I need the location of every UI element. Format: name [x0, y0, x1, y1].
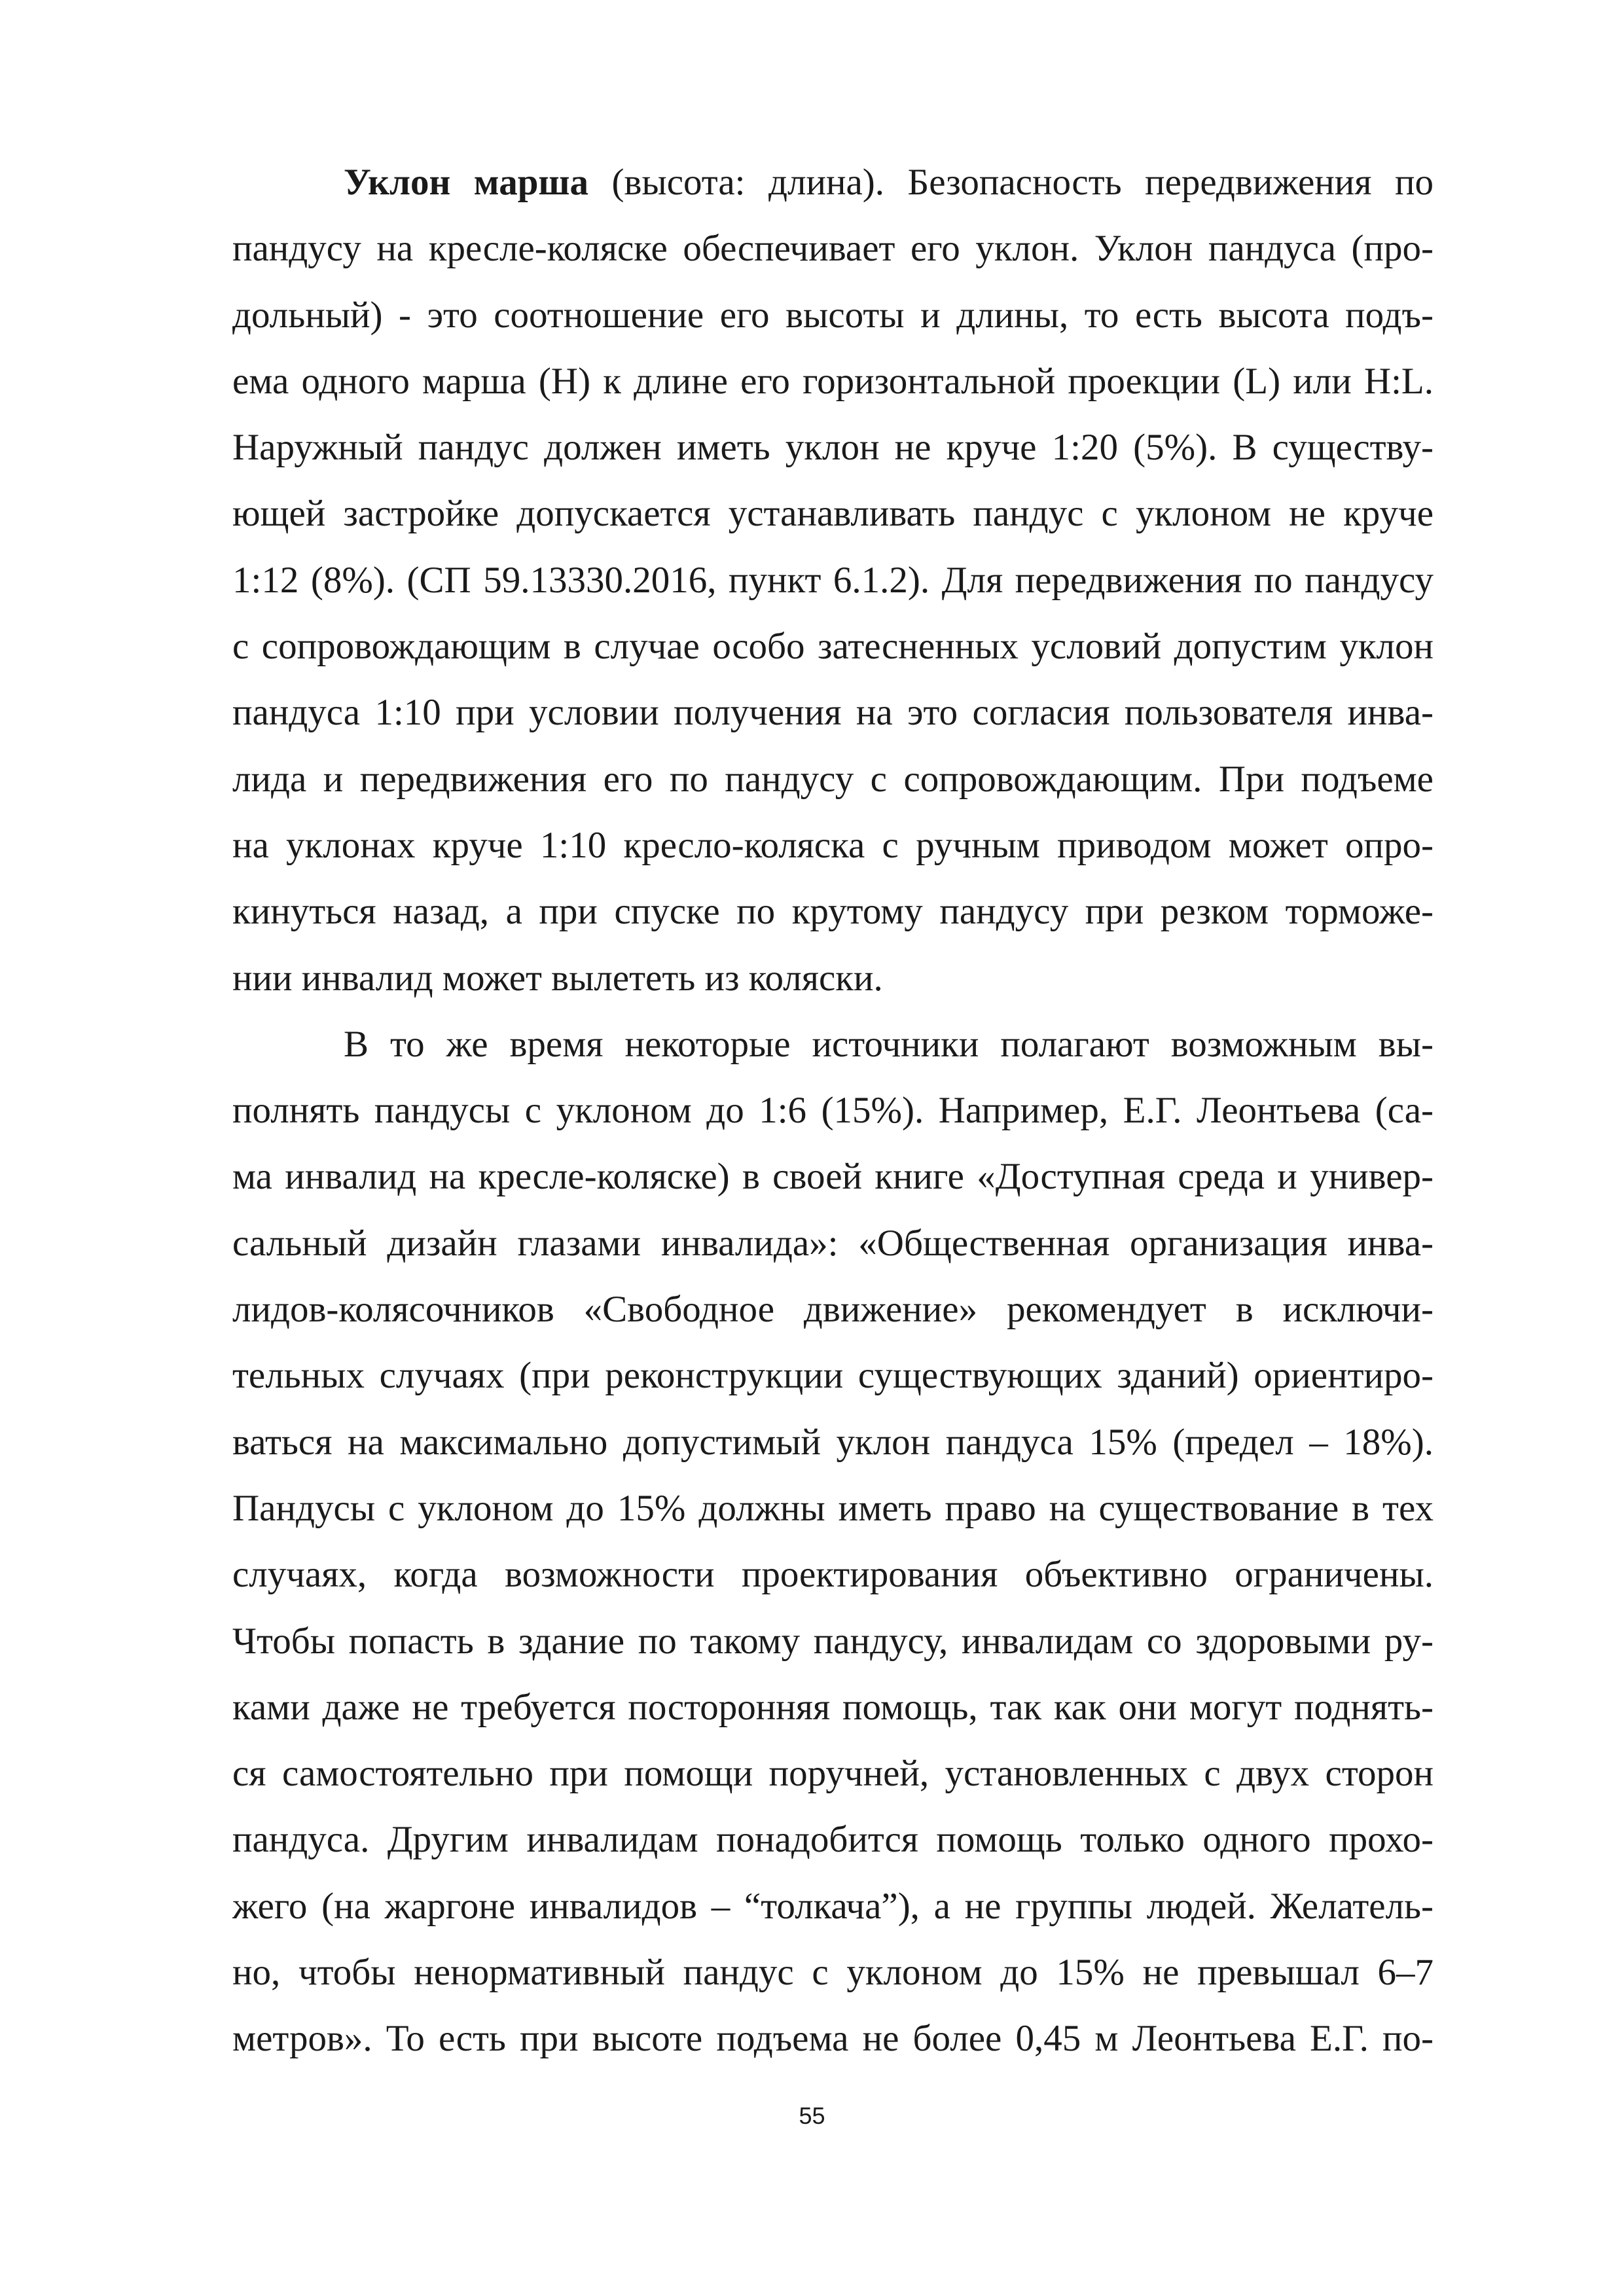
paragraph-line: 1:12 (8%). (СП 59.13330.2016, пункт 6.1.2). Для передвижения по пандусу [232, 559, 1434, 601]
paragraph-line: Пандусы с уклоном до 15% должны иметь право на существование в тех [232, 1487, 1434, 1529]
paragraph-line: пандуса 1:10 при условии получения на это согласия пользователя инва- [232, 692, 1434, 734]
paragraph-line: ваться на максимально допустимый уклон пандуса 15% (предел – 18%). [232, 1421, 1434, 1463]
paragraph-line: метров». То есть при высоте подъема не более 0,45 м Леонтьева Е.Г. по- [232, 2018, 1434, 2060]
line-text: (высота: длина). Безопасность передвижения по [588, 162, 1434, 203]
paragraph-2 [232, 1011, 1434, 2072]
paragraph-line: ся самостоятельно при помощи поручней, установленных с двух сторон [232, 1753, 1434, 1795]
paragraph-line: ема одного марша (H) к длине его горизонтальной проекции (L) или H:L. [232, 360, 1434, 402]
paragraph-line: Чтобы попасть в здание по такому пандусу, инвалидам со здоровыми ру- [232, 1620, 1434, 1662]
paragraph-line: жего (на жаргоне инвалидов – “толкача”), а не группы людей. Желатель- [232, 1885, 1434, 1927]
paragraph-line: кинуться назад, а при спуске по крутому пандусу при резком торможе- [232, 891, 1434, 933]
body-text [232, 149, 1434, 2072]
paragraph-line: тельных случаях (при реконструкции существующих зданий) ориентиро- [232, 1355, 1434, 1397]
paragraph-line: В то же время некоторые источники полагают возможным вы- [344, 1023, 1434, 1065]
paragraph-line: ма инвалид на кресле-коляске) в своей книге «Доступная среда и универ- [232, 1156, 1434, 1198]
paragraph-line: ющей застройке допускается устанавливать пандус с уклоном не круче [232, 493, 1434, 535]
paragraph-line: Наружный пандус должен иметь уклон не круче 1:20 (5%). В существу- [232, 427, 1434, 469]
term-bold: Уклон марша [344, 162, 589, 203]
paragraph-line: ками даже не требуется посторонняя помощь, так как они могут поднять- [232, 1686, 1434, 1728]
paragraph-line: нии инвалид может вылететь из коляски. [232, 957, 883, 999]
paragraph-line: случаях, когда возможности проектирования объективно ограничены. [232, 1554, 1434, 1596]
paragraph-1 [232, 149, 1434, 1011]
paragraph-line: сальный дизайн глазами инвалида»: «Общественная организация инва- [232, 1222, 1434, 1264]
page-number: 55 [799, 2102, 825, 2129]
paragraph-line: пандусу на кресле-коляске обеспечивает его уклон. Уклон пандуса (про- [232, 228, 1434, 270]
paragraph-line [232, 149, 1434, 215]
paragraph-line: дольный) - это соотношение его высоты и длины, то есть высота подъ- [232, 294, 1434, 336]
paragraph-line: с сопровождающим в случае особо затесненных условий допустим уклон [232, 626, 1434, 668]
paragraph-line: лидов-колясочников «Свободное движение» рекомендует в исключи- [232, 1289, 1434, 1331]
paragraph-line: на уклонах круче 1:10 кресло-коляска с ручным приводом может опро- [232, 824, 1434, 866]
paragraph-line: лида и передвижения его по пандусу с сопровождающим. При подъеме [232, 758, 1434, 800]
paragraph-line: но, чтобы ненормативный пандус с уклоном до 15% не превышал 6–7 [232, 1952, 1434, 1994]
paragraph-line: полнять пандусы с уклоном до 1:6 (15%). Например, Е.Г. Леонтьева (са- [232, 1090, 1434, 1132]
paragraph-line: пандуса. Другим инвалидам понадобится помощь только одного прохо- [232, 1819, 1434, 1861]
